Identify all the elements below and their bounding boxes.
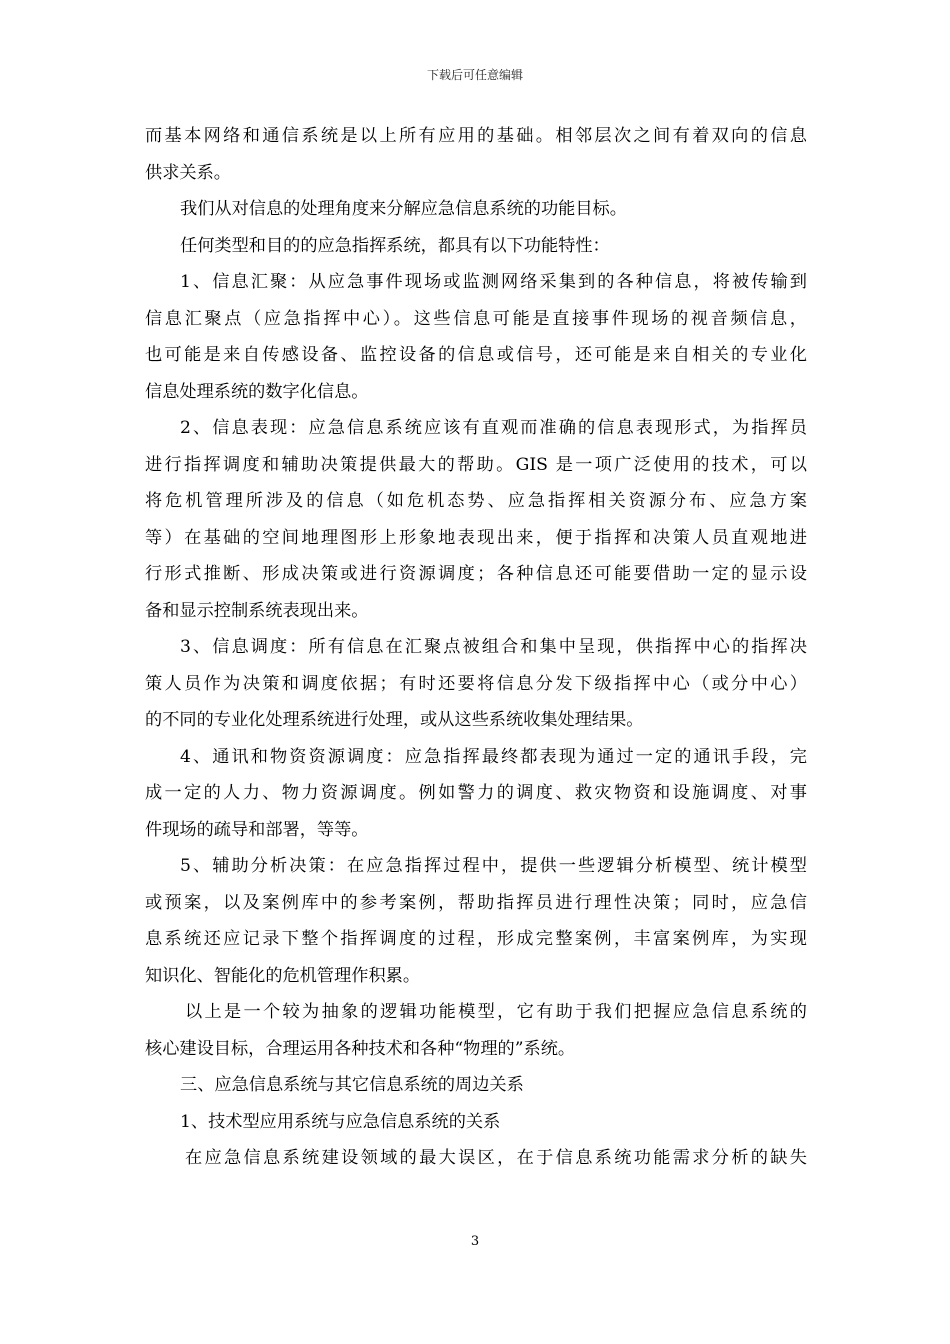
text-line: 成一定的人力、物力资源调度。例如警力的调度、救灾物资和设施调度、对事 [145, 783, 807, 803]
text-line: 在应急信息系统建设领域的最大误区，在于信息系统功能需求分析的缺失 [185, 1148, 807, 1168]
text-line: 4、通讯和物资资源调度：应急指挥最终都表现为通过一定的通讯手段，完 [180, 746, 807, 767]
text-line: 知识化、智能化的危机管理作积累。 [145, 965, 421, 986]
document-body [145, 118, 807, 1177]
text-line: 1、信息汇聚：从应急事件现场或监测网络采集到的各种信息，将被传输到 [180, 272, 807, 292]
text-line: 将危机管理所涉及的信息（如危机态势、应急指挥相关资源分布、应急方案 [145, 491, 807, 511]
text-line: 我们从对信息的处理角度来分解应急信息系统的功能目标。 [180, 199, 627, 219]
text-line: 策人员作为决策和调度依据；有时还要将信息分发下级指挥中心（或分中心） [145, 673, 807, 694]
text-line: 信息汇聚点（应急指挥中心）。这些信息可能是直接事件现场的视音频信息， [145, 308, 807, 329]
text-line: 供求关系。 [145, 162, 231, 183]
text-line: 三、应急信息系统与其它信息系统的周边关系 [180, 1075, 524, 1095]
text-line: 也可能是来自传感设备、监控设备的信息或信号，还可能是来自相关的专业化 [145, 345, 807, 365]
text-line: 件现场的疏导和部署，等等。 [145, 819, 369, 840]
text-line: 2、信息表现：应急信息系统应该有直观而准确的信息表现形式，为指挥员 [180, 418, 807, 438]
text-line: 的不同的专业化处理系统进行处理，或从这些系统收集处理结果。 [145, 710, 644, 730]
text-line: 任何类型和目的的应急指挥系统，都具有以下功能特性： [180, 235, 610, 256]
text-line: 或预案，以及案例库中的参考案例，帮助指挥员进行理性决策；同时，应急信 [145, 892, 807, 913]
text-line: 备和显示控制系统表现出来。 [145, 600, 369, 621]
text-line: 以上是一个较为抽象的逻辑功能模型，它有助于我们把握应急信息系统的 [185, 1002, 807, 1022]
text-line: 进行指挥调度和辅助决策提供最大的帮助。GIS 是一项广泛使用的技术，可以 [145, 454, 807, 475]
text-line: 1、技术型应用系统与应急信息系统的关系 [180, 1111, 501, 1132]
text-line: 核心建设目标，合理运用各种技术和各种“物理的”系统。 [145, 1038, 576, 1059]
text-line: 息系统还应记录下整个指挥调度的过程，形成完整案例，丰富案例库，为实现 [145, 929, 807, 949]
text-line: 3、信息调度：所有信息在汇聚点被组合和集中呈现，供指挥中心的指挥决 [180, 637, 807, 657]
text-line: 行形式推断、形成决策或进行资源调度；各种信息还可能要借助一定的显示设 [145, 564, 807, 584]
text-line: 等）在基础的空间地理图形上形象地表现出来，便于指挥和决策人员直观地进 [145, 527, 807, 548]
text-line: 5、辅助分析决策：在应急指挥过程中，提供一些逻辑分析模型、统计模型 [180, 856, 807, 876]
text-line: 信息处理系统的数字化信息。 [145, 381, 369, 402]
page-number: 3 [470, 1234, 480, 1249]
page-header: 下载后可任意编辑 [426, 68, 523, 82]
text-line: 而基本网络和通信系统是以上所有应用的基础。相邻层次之间有着双向的信息 [145, 126, 807, 146]
